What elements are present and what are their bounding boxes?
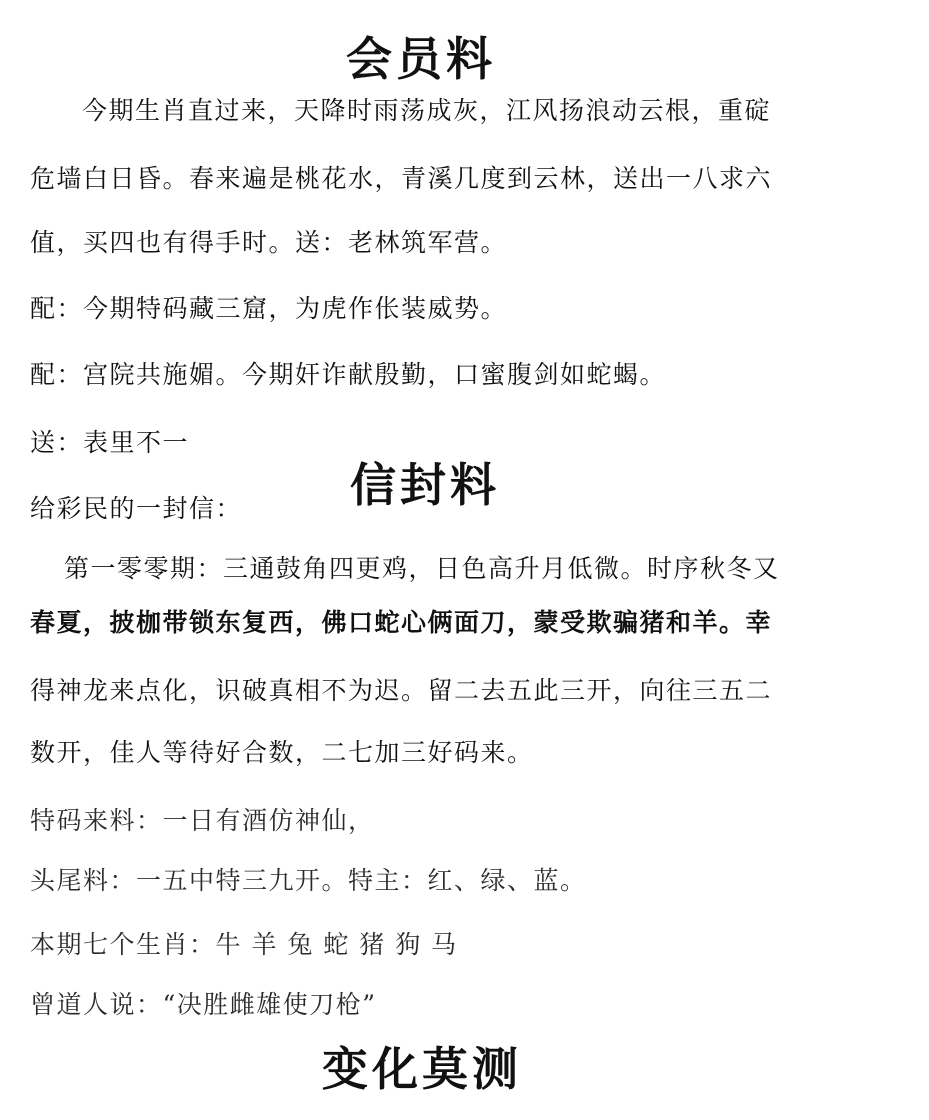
member-para-line-3: 值，买四也有得手时。送：老林筑军营。: [30, 228, 508, 257]
heading-change: 变化莫测: [322, 1042, 522, 1096]
member-line-song: 送：表里不一: [30, 428, 190, 457]
letter-para-line-1: 第一零零期：三通鼓角四更鸡，日色高升月低微。时序秋冬又: [64, 554, 780, 583]
letter-para-line-2: 春夏，披枷带锁东复西，佛口蛇心俩面刀，蒙受欺骗猪和羊。幸: [30, 608, 773, 637]
heading-member: 会员料: [346, 32, 496, 86]
letter-line-shengxiao: 本期七个生肖：牛 羊 兔 蛇 猪 狗 马: [30, 930, 458, 959]
member-para-line-2: 危墙白日昏。春来遍是桃花水，青溪几度到云林，送出一八求六: [30, 164, 773, 193]
member-para-line-1: 今期生肖直过来，天降时雨荡成灰，江风扬浪动云根，重碇: [82, 96, 772, 125]
member-line-pei-2: 配：宫院共施媚。今期奸诈献殷勤，口蜜腹剑如蛇蝎。: [30, 360, 667, 389]
letter-para-line-3: 得神龙来点化，识破真相不为迟。留二去五此三开，向往三五二: [30, 676, 773, 705]
letter-intro: 给彩民的一封信：: [30, 494, 243, 523]
member-line-pei-1: 配：今期特码藏三窟，为虎作伥装威势。: [30, 294, 508, 323]
letter-line-touwei: 头尾料：一五中特三九开。特主：红、绿、蓝。: [30, 866, 587, 895]
letter-para-line-4: 数开，佳人等待好合数，二七加三好码来。: [30, 738, 534, 767]
heading-letter: 信封料: [350, 458, 500, 512]
letter-line-zengdaoren: 曾道人说：“决胜雌雄使刀枪”: [30, 990, 377, 1019]
letter-line-tema: 特码来料：一日有酒仿神仙，: [30, 806, 375, 835]
